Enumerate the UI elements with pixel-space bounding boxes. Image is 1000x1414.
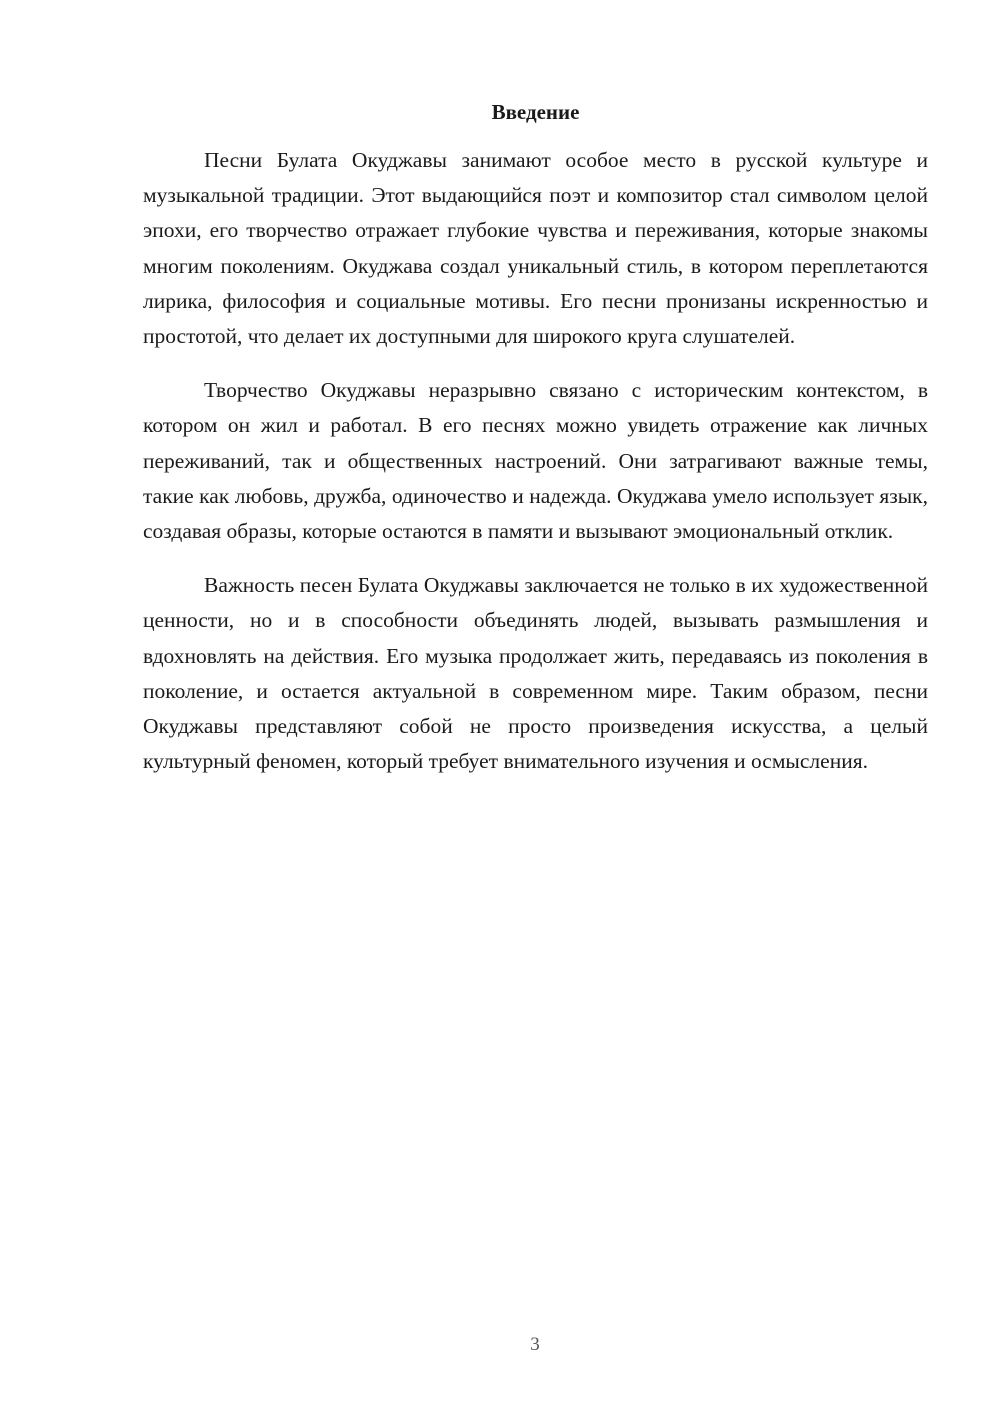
page-number: 3 [530,1334,540,1355]
paragraph-2: Творчество Окуджавы неразрывно связано с историческим контекстом, в котором он жил и работал. В его песнях можно увидеть отражение как личных переживаний, так и общественных настроений. Они затрагивают важные темы, такие как любовь, дружба, одиночество и надежда. Окуджава умело использует язык, создавая образы, которые остаются в памяти и вызывают эмоциональный отклик. [143,378,928,544]
paragraph-1: Песни Булата Окуджавы занимают особое место в русской культуре и музыкальной традиции. Этот выдающийся поэт и композитор стал символом целой эпохи, его творчество отражает глубокие чувства и переживания, которые знакомы многим поколениям. Окуджава создал уникальный стиль, в котором переплетаются лирика, философия и социальные мотивы. Его песни пронизаны искренностью и простотой, что делает их доступными для широкого круга слушателей. [143,148,928,349]
page-content [143,95,928,798]
section-heading: Введение [491,100,580,124]
paragraph-3: Важность песен Булата Окуджавы заключается не только в их художественной ценности, но и в способности объединять людей, вызывать размышления и вдохновлять на действия. Его музыка продолжает жить, передаваясь из поколения в поколение, и остается актуальной в современном мире. Таким образом, песни Окуджавы представляют собой не просто произведения искусства, а целый культурный феномен, который требует внимательного изучения и осмысления. [143,573,928,774]
